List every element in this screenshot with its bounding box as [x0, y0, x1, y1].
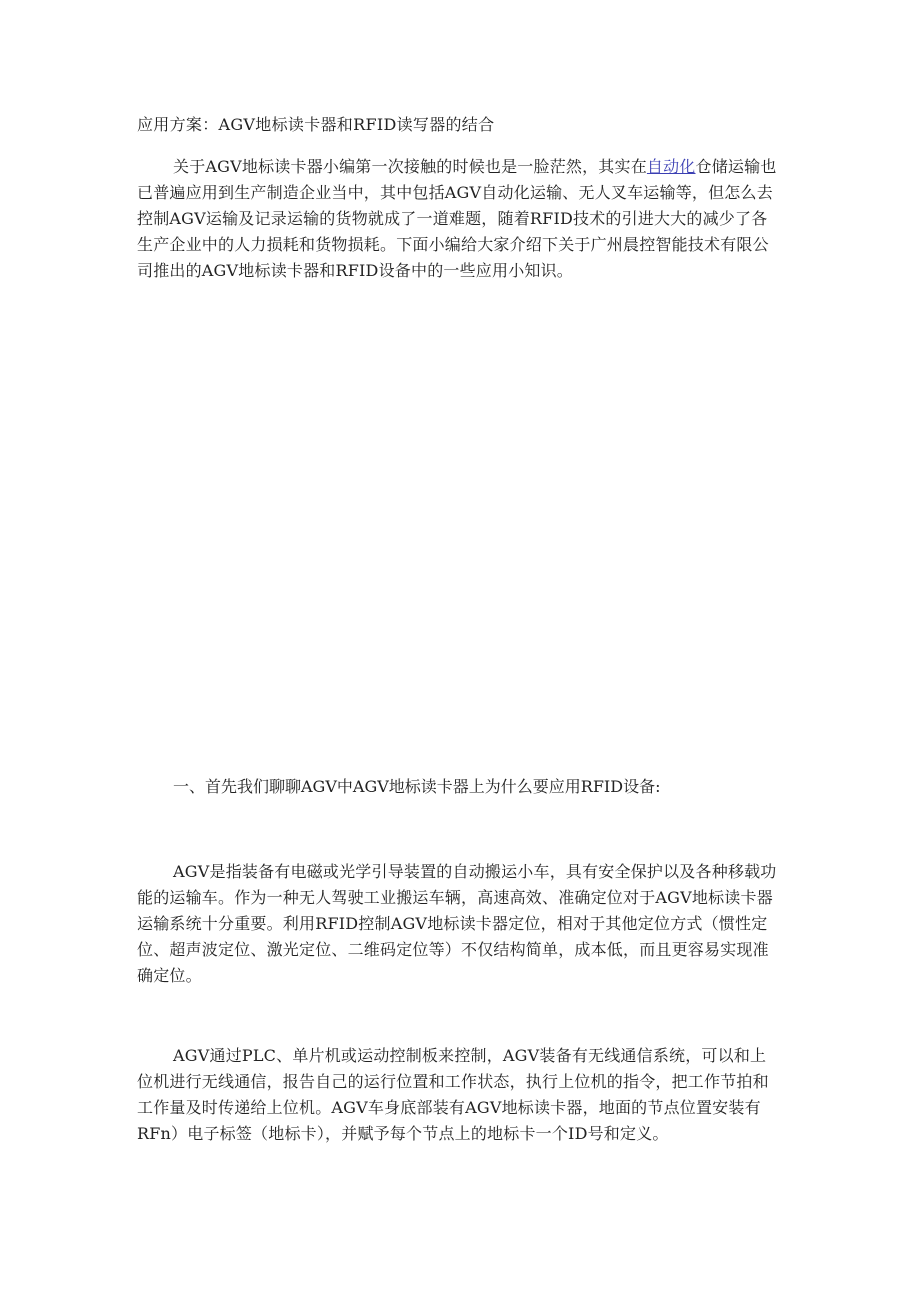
agv-definition-paragraph: AGV是指装备有电磁或光学引导装置的自动搬运小车，具有安全保护以及各种移载功能的运输车。作为一种无人驾驶工业搬运车辆，高速高效、准确定位对于AGV地标读卡器运输系统十分重要。利用RFID控制AGV地标读卡器定位，相对于其他定位方式（惯性定位、超声波定位、激光定位、二维码定位等）不仅结构简单，成本低，而且更容易实现准确定位。 — [137, 862, 777, 985]
intro-text-before-link: 关于AGV地标读卡器小编第一次接触的时候也是一脸茫然，其实在 — [173, 157, 647, 176]
section-heading: 一、首先我们聊聊AGV中AGV地标读卡器上为什么要应用RFID设备: — [173, 777, 661, 796]
automation-link[interactable]: 自动化 — [646, 157, 696, 176]
agv-control-paragraph: AGV通过PLC、单片机或运动控制板来控制，AGV装备有无线通信系统，可以和上位机进行无线通信，报告自己的运行位置和工作状态，执行上位机的指令，把工作节拍和工作量及时传递给上位机。AGV车身底部装有AGV地标读卡器，地面的节点位置安装有RFn）电子标签（地标卡），并赋予每个节点上的地标卡一个ID号和定义。 — [137, 1046, 769, 1143]
document-title: 应用方案：AGV地标读卡器和RFID读写器的结合 — [137, 115, 495, 134]
intro-text-after-link: 仓储运输也已普遍应用到生产制造企业当中，其中包括AGV自动化运输、无人叉车运输等，但怎么去控制AGV运输及记录运输的货物就成了一道难题，随着RFID技术的引进大大的减少了各生产企业中的人力损耗和货物损耗。下面小编给大家介绍下关于广州晨控智能技术有限公司推出的AGV地标读卡器和RFID设备中的一些应用小知识。 — [137, 157, 777, 280]
intro-paragraph — [137, 154, 777, 284]
